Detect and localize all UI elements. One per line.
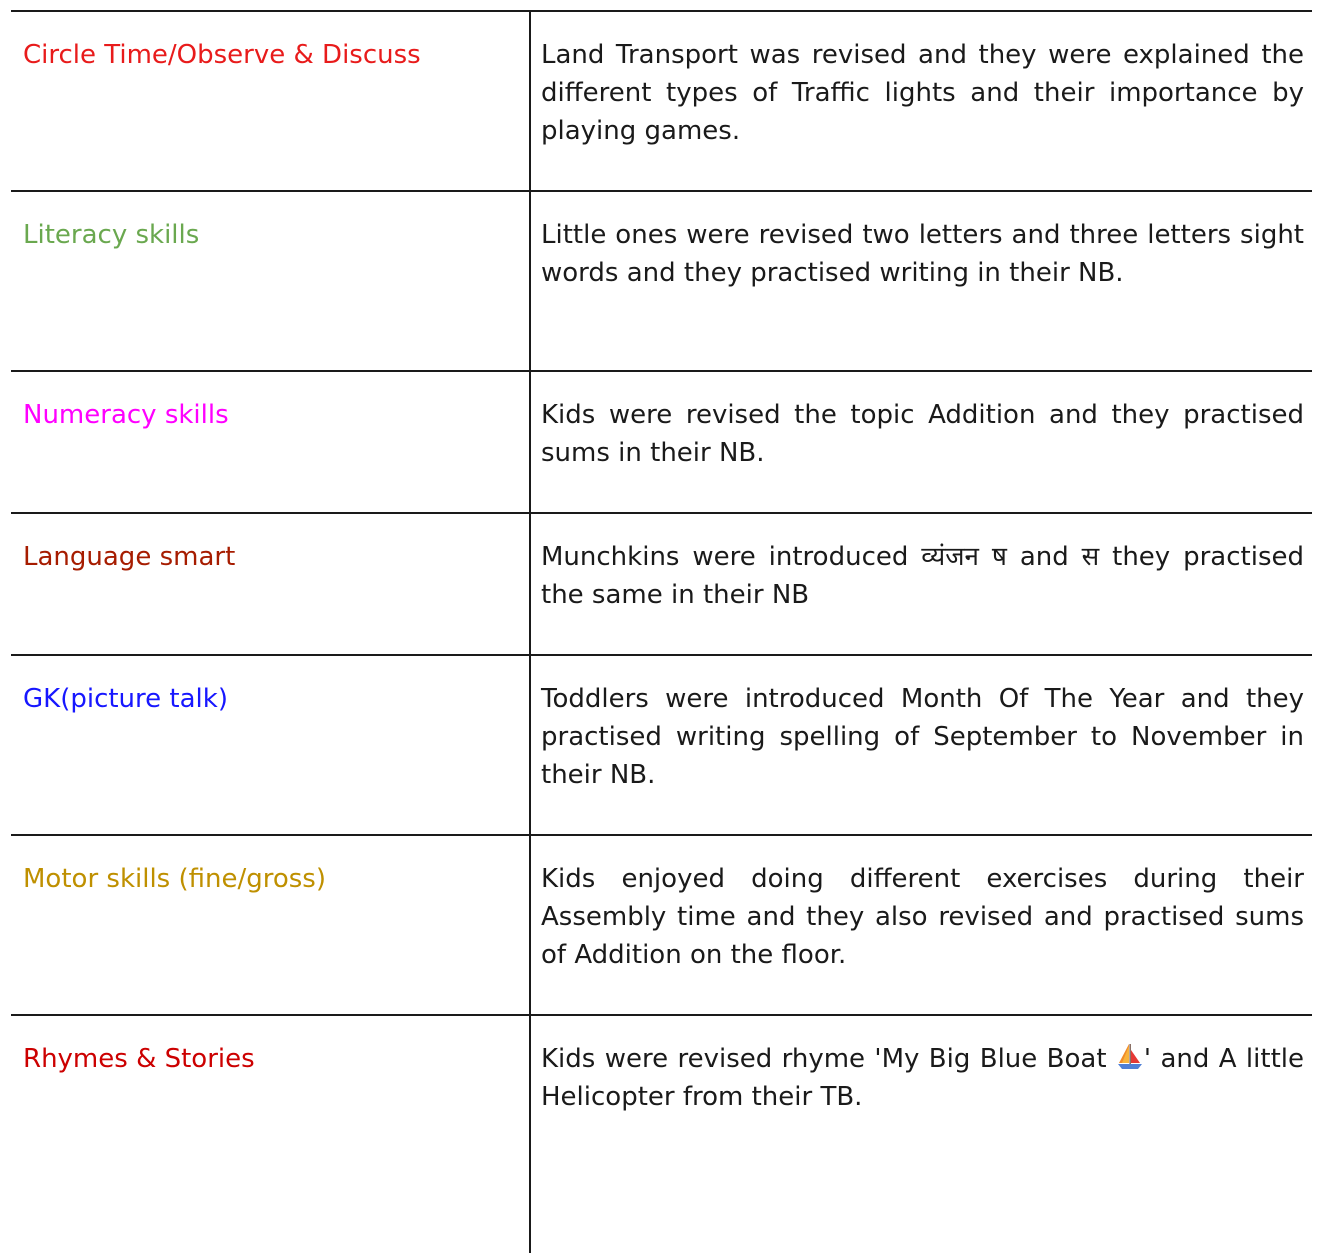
- table-row: [11, 11, 1312, 191]
- activity-name: Motor skills (fine/gross): [11, 835, 530, 1015]
- table-row: [11, 371, 1312, 513]
- table-row: [11, 191, 1312, 371]
- activity-name: Rhymes & Stories: [11, 1015, 530, 1253]
- activity-description: Kids were revised the topic Addition and they practised sums in their NB.: [530, 371, 1312, 513]
- activity-name: Literacy skills: [11, 191, 530, 371]
- activity-description: Toddlers were introduced Month Of The Year and they practised writing spelling of September to November in their NB.: [530, 655, 1312, 835]
- activity-description: Kids enjoyed doing different exercises during their Assembly time and they also revised and practised sums of Addition on the floor.: [530, 835, 1312, 1015]
- activity-description: Munchkins were introduced व्यंजन ष and स they practised the same in their NB: [530, 513, 1312, 655]
- description-text: Kids were revised rhyme 'My Big Blue Boat: [541, 1044, 1116, 1074]
- table-row: [11, 655, 1312, 835]
- description-text: ' and A little Helicopter from their TB.: [541, 1044, 1304, 1112]
- activity-name: Circle Time/Observe & Discuss: [11, 11, 530, 191]
- activity-name: Numeracy skills: [11, 371, 530, 513]
- table-row: [11, 513, 1312, 655]
- activity-description: Land Transport was revised and they were explained the different types of Traffic lights and their importance by playing games.: [530, 11, 1312, 191]
- activity-description: [530, 1015, 1312, 1253]
- table-row: [11, 1015, 1312, 1253]
- activity-report-table: [11, 10, 1312, 1253]
- activity-description: Little ones were revised two letters and three letters sight words and they practised writing in their NB.: [530, 191, 1312, 371]
- table-row: [11, 835, 1312, 1015]
- activity-name: GK(picture talk): [11, 655, 530, 835]
- activity-name: Language smart: [11, 513, 530, 655]
- sailboat-icon: [1116, 1042, 1144, 1070]
